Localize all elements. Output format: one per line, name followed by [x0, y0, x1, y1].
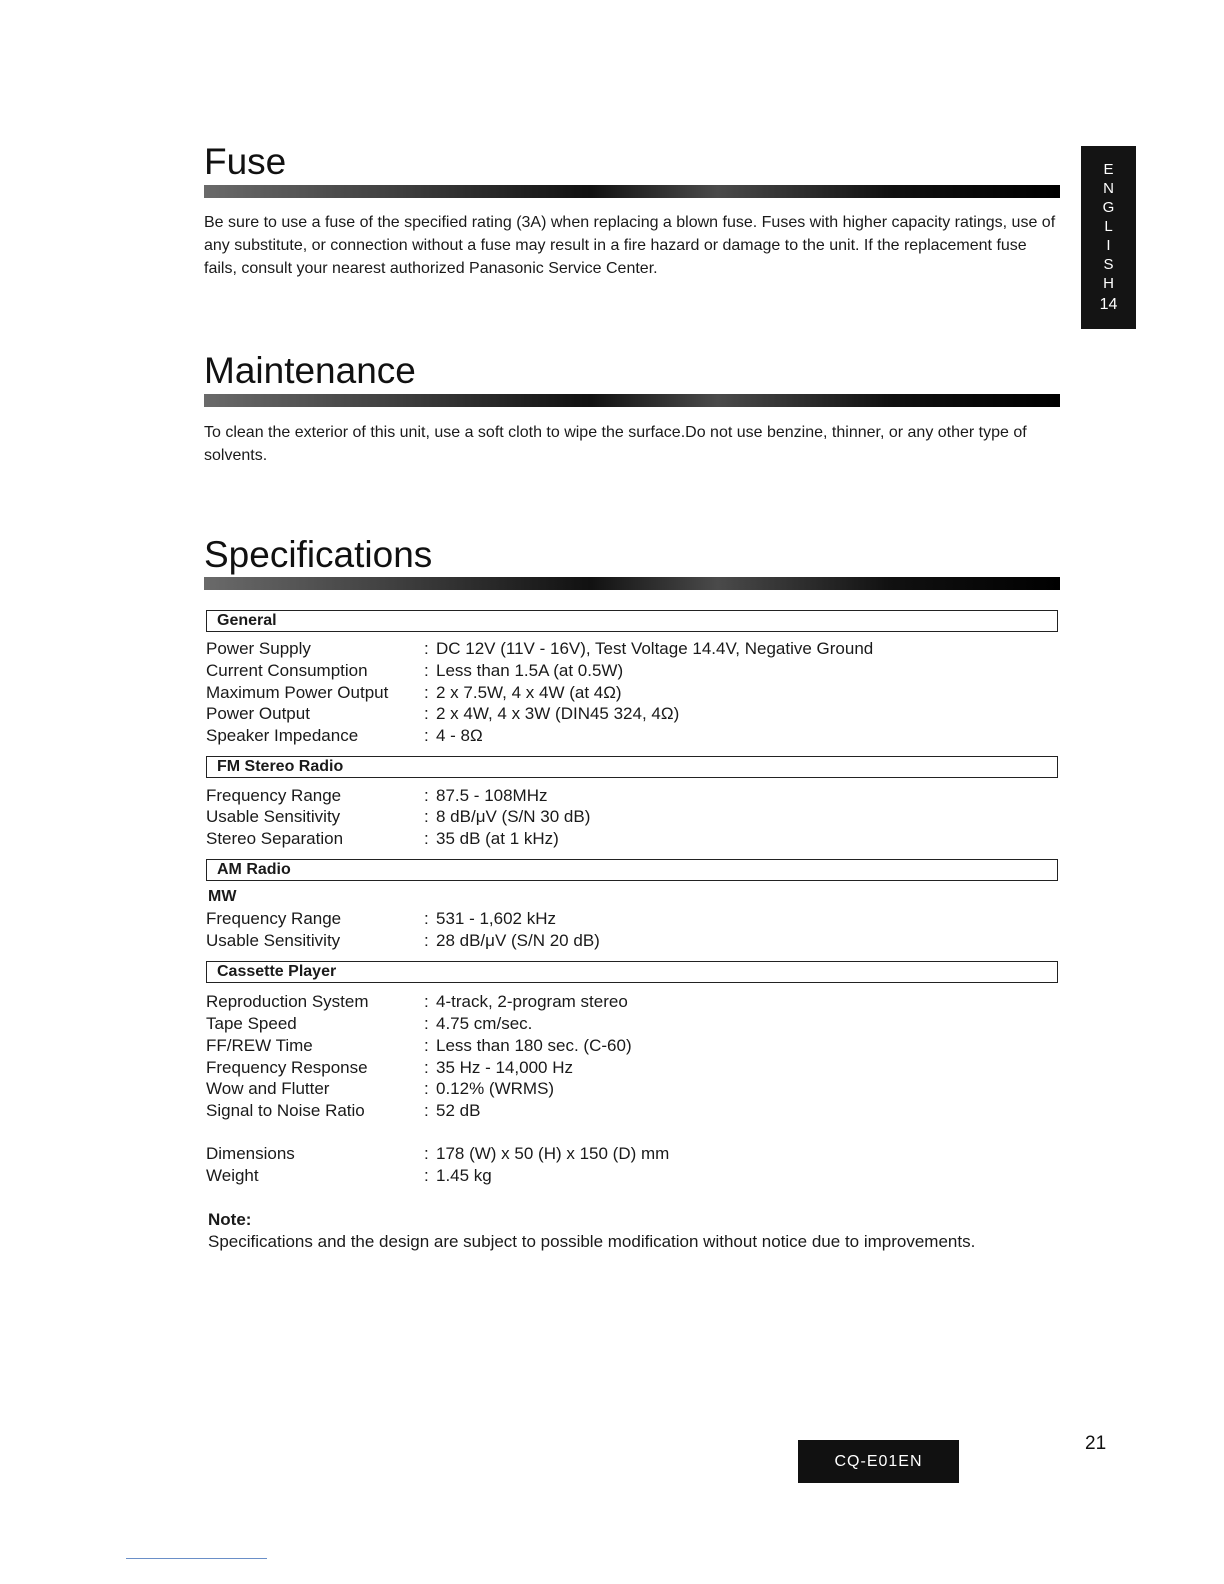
specifications-title: Specifications	[204, 534, 433, 575]
spec-label: Maximum Power Output	[206, 683, 389, 702]
spec-colon: :	[424, 726, 429, 745]
spec-row	[206, 725, 1066, 747]
spec-value: 531 - 1,602 kHz	[436, 909, 557, 928]
spec-row	[206, 682, 1066, 704]
spec-row	[206, 828, 1066, 850]
spec-row	[206, 785, 1066, 807]
bottom-divider	[126, 1558, 267, 1559]
am-section-box	[206, 859, 1058, 881]
language-tab-letter: I	[1106, 237, 1111, 254]
spec-label: FF/REW Time	[206, 1036, 313, 1055]
cassette-heading: Cassette Player	[217, 963, 337, 980]
spec-row	[206, 1035, 1066, 1057]
spec-value: 1.45 kg	[436, 1166, 492, 1185]
spec-label: Reproduction System	[206, 992, 369, 1011]
spec-colon: :	[424, 661, 429, 680]
spec-colon: :	[424, 992, 429, 1011]
am-heading: AM Radio	[217, 861, 291, 878]
spec-colon: :	[424, 931, 429, 950]
spec-colon: :	[424, 807, 429, 826]
spec-label: Weight	[206, 1166, 259, 1185]
spec-colon: :	[424, 909, 429, 928]
model-number: CQ-E01EN	[834, 1452, 923, 1470]
spec-row	[206, 930, 1066, 952]
spec-value: 4 - 8Ω	[436, 726, 483, 745]
spec-value: 87.5 - 108MHz	[436, 786, 548, 805]
spec-label: Dimensions	[206, 1144, 295, 1163]
spec-row	[206, 1100, 1066, 1122]
language-tab-letter: G	[1102, 199, 1115, 216]
spec-row	[206, 1013, 1066, 1035]
spec-row	[206, 1078, 1066, 1100]
maintenance-rule	[204, 394, 1060, 407]
cassette-section-box	[206, 961, 1058, 983]
spec-label: Current Consumption	[206, 661, 368, 680]
note-heading: Note:	[208, 1210, 252, 1229]
spec-value: 178 (W) x 50 (H) x 150 (D) mm	[436, 1144, 670, 1163]
spec-label: Frequency Range	[206, 909, 342, 928]
fuse-text: Be sure to use a fuse of the specified rating (3A) when replacing a blown fuse. Fuses with higher capacity ratings, use of any substitute, or connection without a fuse may result in a fire hazard or damage to the unit. If the replacement fuse fails, consult your nearest authorized Panasonic Service Center.	[204, 214, 1056, 277]
language-tab-letter: L	[1104, 218, 1113, 235]
spec-colon: :	[424, 1014, 429, 1033]
spec-label: Frequency Range	[206, 786, 342, 805]
spec-label: Speaker Impedance	[206, 726, 359, 745]
spec-label: Power Output	[206, 704, 310, 723]
language-tab-letter: N	[1103, 180, 1114, 197]
spec-value: 2 x 4W, 4 x 3W (DIN45 324, 4Ω)	[436, 704, 680, 723]
spec-label: Usable Sensitivity	[206, 807, 341, 826]
spec-row	[206, 660, 1066, 682]
spec-label: Power Supply	[206, 639, 311, 658]
spec-value: 28 dB/μV (S/N 20 dB)	[436, 931, 600, 950]
spec-colon: :	[424, 704, 429, 723]
spec-row	[206, 1057, 1066, 1079]
spec-value: DC 12V (11V - 16V), Test Voltage 14.4V, Negative Ground	[436, 639, 874, 658]
note-text: Specifications and the design are subject to possible modification without notice due to improvements.	[208, 1232, 976, 1251]
spec-value: 0.12% (WRMS)	[436, 1079, 555, 1098]
spec-colon: :	[424, 829, 429, 848]
spec-colon: :	[424, 1144, 429, 1163]
spec-row	[206, 1165, 1066, 1187]
spec-row	[206, 638, 1066, 660]
spec-row	[206, 703, 1066, 725]
spec-value: 4.75 cm/sec.	[436, 1014, 533, 1033]
spec-colon: :	[424, 639, 429, 658]
spec-label: Signal to Noise Ratio	[206, 1101, 365, 1120]
spec-value: 4-track, 2-program stereo	[436, 992, 628, 1011]
spec-value: Less than 180 sec. (C-60)	[436, 1036, 632, 1055]
language-tab-letter: S	[1103, 256, 1114, 273]
language-tab-page: 14	[1099, 296, 1118, 313]
spec-value: 2 x 7.5W, 4 x 4W (at 4Ω)	[436, 683, 622, 702]
spec-value: 52 dB	[436, 1101, 481, 1120]
fuse-rule	[204, 185, 1060, 198]
spec-colon: :	[424, 1036, 429, 1055]
language-tab	[1081, 146, 1136, 329]
spec-value: 35 dB (at 1 kHz)	[436, 829, 559, 848]
spec-value: 35 Hz - 14,000 Hz	[436, 1058, 574, 1077]
spec-colon: :	[424, 1079, 429, 1098]
spec-value: Less than 1.5A (at 0.5W)	[436, 661, 624, 680]
spec-row	[206, 806, 1066, 828]
specifications-rule	[204, 577, 1060, 590]
spec-row	[206, 1143, 1066, 1165]
general-heading: General	[217, 612, 277, 629]
spec-label: Usable Sensitivity	[206, 931, 341, 950]
page-number: 21	[1085, 1433, 1107, 1454]
spec-label: Wow and Flutter	[206, 1079, 330, 1098]
spec-label: Frequency Response	[206, 1058, 368, 1077]
general-section-box	[206, 610, 1058, 632]
spec-colon: :	[424, 683, 429, 702]
fm-heading: FM Stereo Radio	[217, 758, 344, 775]
spec-label: Tape Speed	[206, 1014, 297, 1033]
spec-colon: :	[424, 1166, 429, 1185]
language-tab-letter: E	[1103, 161, 1114, 178]
am-subheading: MW	[208, 888, 237, 905]
spec-colon: :	[424, 1058, 429, 1077]
fm-section-box	[206, 756, 1058, 778]
spec-row	[206, 908, 1066, 930]
spec-colon: :	[424, 786, 429, 805]
model-number-box	[798, 1440, 959, 1483]
language-tab-letter: H	[1103, 275, 1114, 292]
maintenance-text: To clean the exterior of this unit, use a soft cloth to wipe the surface.Do not use benzine, thinner, or any other type of solvents.	[204, 424, 1027, 464]
language-tab-letters	[1081, 160, 1136, 293]
spec-colon: :	[424, 1101, 429, 1120]
spec-value: 8 dB/μV (S/N 30 dB)	[436, 807, 591, 826]
spec-row	[206, 991, 1066, 1013]
fuse-title: Fuse	[204, 141, 287, 182]
spec-label: Stereo Separation	[206, 829, 344, 848]
maintenance-title: Maintenance	[204, 350, 416, 391]
